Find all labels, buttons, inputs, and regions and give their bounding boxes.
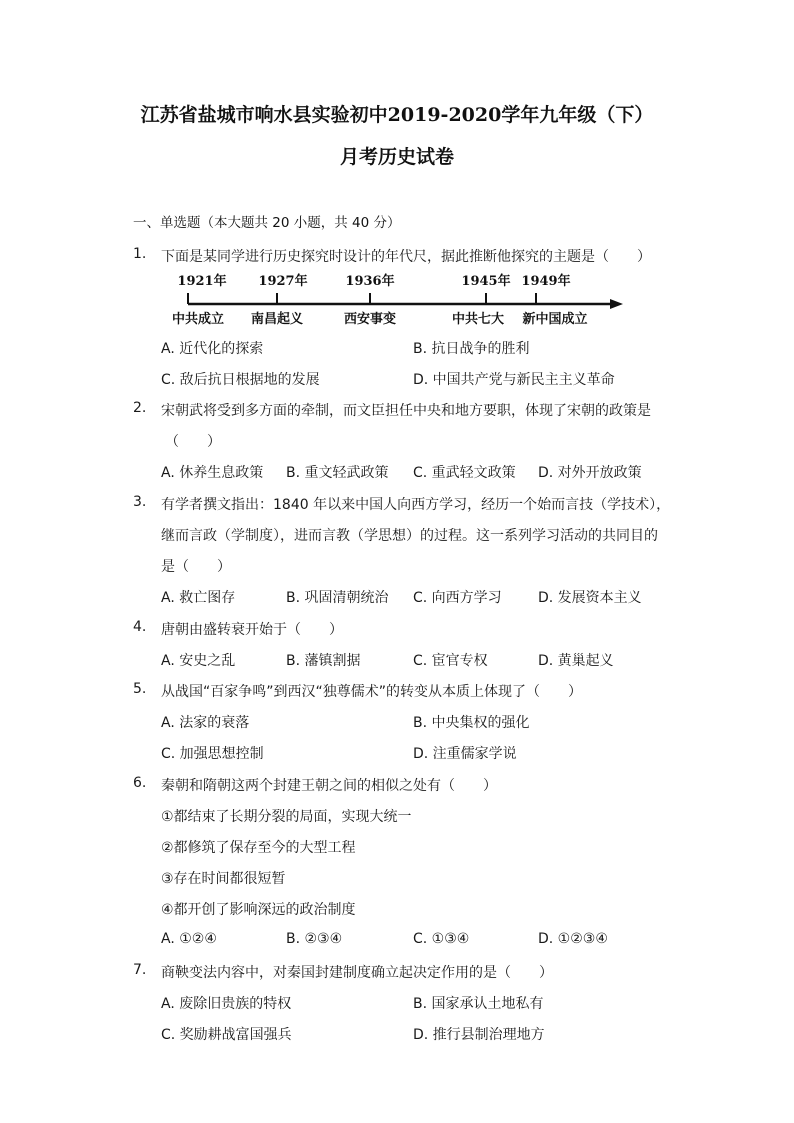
- option-1c[interactable]: C. 敌后抗日根据地的发展: [161, 372, 320, 388]
- option-3b[interactable]: B. 巩固清朝统治: [286, 590, 389, 606]
- option-6c[interactable]: C. ①③④: [413, 931, 470, 947]
- option-7d[interactable]: D. 推行县制治理地方: [413, 1027, 545, 1043]
- question-number-2: 2.: [133, 400, 147, 416]
- option-5b[interactable]: B. 中央集权的强化: [413, 715, 530, 731]
- option-5d[interactable]: D. 注重儒家学说: [413, 746, 517, 762]
- question-2-text-line1: 宋朝武将受到多方面的牵制，而文臣担任中央和地方要职，体现了宋朝的政策是: [161, 403, 651, 419]
- exam-title-line1: 江苏省盐城市响水县实验初中2019-2020学年九年级（下）: [140, 104, 654, 126]
- option-6d[interactable]: D. ①②③④: [538, 931, 608, 947]
- question-6-statement-4: ④都开创了影响深远的政治制度: [161, 902, 356, 918]
- question-5-text: 从战国“百家争鸣”到西汉“独尊儒术”的转变从本质上体现了（ ）: [161, 684, 583, 700]
- option-5a[interactable]: A. 法家的衰落: [161, 715, 250, 731]
- question-6-statement-1: ①都结束了长期分裂的局面，实现大统一: [161, 809, 412, 825]
- question-6-text: 秦朝和隋朝这两个封建王朝之间的相似之处有（ ）: [161, 778, 497, 794]
- option-1d[interactable]: D. 中国共产党与新民主主义革命: [413, 372, 615, 388]
- option-2a[interactable]: A. 休养生息政策: [161, 465, 264, 481]
- timeline-year: 1949年: [521, 274, 571, 289]
- option-4d[interactable]: D. 黄巢起义: [538, 653, 614, 669]
- question-number-5: 5.: [133, 681, 147, 697]
- question-2-text-line2: （ ）: [165, 434, 221, 450]
- option-3c[interactable]: C. 向西方学习: [413, 590, 502, 606]
- option-6a[interactable]: A. ①②④: [161, 931, 217, 947]
- option-2c[interactable]: C. 重武轻文政策: [413, 465, 516, 481]
- question-number-4: 4.: [133, 619, 147, 635]
- option-6b[interactable]: B. ②③④: [286, 931, 343, 947]
- timeline-figure: [160, 266, 630, 336]
- exam-title-line2: 月考历史试卷: [339, 146, 454, 168]
- option-7b[interactable]: B. 国家承认土地私有: [413, 996, 544, 1012]
- timeline-year: 1921年: [177, 274, 227, 289]
- question-1-text: 下面是某同学进行历史探究时设计的年代尺，据此推断他探究的主题是（ ）: [161, 249, 651, 265]
- timeline-event: 中共成立: [171, 312, 225, 327]
- question-7-text: 商鞅变法内容中，对秦国封建制度确立起决定作用的是（ ）: [161, 965, 553, 981]
- option-4b[interactable]: B. 藩镇割据: [286, 653, 361, 669]
- question-number-1: 1.: [133, 246, 147, 262]
- section-header: 一、单选题（本大题共 20 小题，共 40 分）: [133, 215, 401, 231]
- timeline-event: 西安事变: [343, 312, 397, 327]
- question-6-statement-2: ②都修筑了保存至今的大型工程: [161, 840, 356, 856]
- question-number-7: 7.: [133, 962, 147, 978]
- timeline-event: 南昌起义: [250, 312, 304, 327]
- question-3-text-line1: 有学者撰文指出：1840 年以来中国人向西方学习，经历一个始而言技（学技术），: [161, 497, 671, 513]
- question-number-6: 6.: [133, 775, 147, 791]
- option-4a[interactable]: A. 安史之乱: [161, 653, 236, 669]
- question-4-text: 唐朝由盛转衰开始于（ ）: [161, 622, 343, 638]
- timeline-year: 1945年: [461, 274, 511, 289]
- question-6-statement-3: ③存在时间都很短暂: [161, 871, 286, 887]
- timeline-event: 新中国成立: [522, 312, 588, 327]
- question-3-text-line3: 是（ ）: [161, 559, 231, 575]
- option-7a[interactable]: A. 废除旧贵族的特权: [161, 996, 292, 1012]
- timeline-event: 中共七大: [451, 312, 505, 327]
- option-5c[interactable]: C. 加强思想控制: [161, 746, 264, 762]
- timeline-year: 1927年: [258, 274, 308, 289]
- option-1b[interactable]: B. 抗日战争的胜利: [413, 341, 530, 357]
- option-1a[interactable]: A. 近代化的探索: [161, 341, 264, 357]
- timeline-year: 1936年: [345, 274, 395, 289]
- question-3-text-line2: 继而言政（学制度），进而言教（学思想）的过程。这一系列学习活动的共同目的: [161, 528, 658, 544]
- option-7c[interactable]: C. 奖励耕战富国强兵: [161, 1027, 292, 1043]
- option-2d[interactable]: D. 对外开放政策: [538, 465, 642, 481]
- option-2b[interactable]: B. 重文轻武政策: [286, 465, 389, 481]
- option-4c[interactable]: C. 宦官专权: [413, 653, 488, 669]
- option-3d[interactable]: D. 发展资本主义: [538, 590, 642, 606]
- timeline-arrow-icon: [610, 299, 623, 309]
- option-3a[interactable]: A. 救亡图存: [161, 590, 236, 606]
- question-number-3: 3.: [133, 494, 147, 510]
